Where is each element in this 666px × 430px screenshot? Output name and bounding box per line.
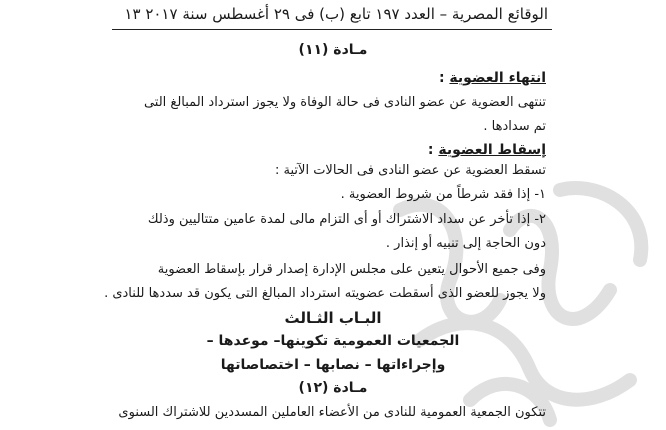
revocation-intro: تسقط العضوية عن عضو النادى فى الحالات الآتية : (275, 163, 546, 178)
termination-heading-text: انتهاء العضوية (449, 70, 546, 86)
header-divider (112, 29, 552, 30)
page-header: الوقائع المصرية – العدد ١٩٧ تابع (ب) فى ٢٩ أغسطس سنة ٢٠١٧ ١٣ (124, 5, 548, 23)
chapter-3-subtitle-line-1: الجمعيات العمومية تكوينها– موعدها – (206, 333, 460, 349)
revocation-item-2-line-1: ٢- إذا تأخر عن سداد الاشتراك أو أى التزام مالى لمدة عامين متتاليين وذلك (147, 212, 546, 227)
termination-line-1: تنتهى العضوية عن عضو النادى فى حالة الوفاة ولا يجوز استرداد المبالغ التى (143, 95, 546, 110)
article-12-title: مـادة (١٢) (298, 380, 368, 396)
termination-heading-colon: : (438, 70, 445, 86)
termination-heading (439, 70, 546, 86)
revocation-item-1: ١- إذا فقد شرطاً من شروط العضوية . (340, 187, 546, 202)
chapter-3-subtitle-line-2: وإجراءاتها – نصابها – اختصاصاتها (220, 357, 446, 373)
revocation-para-line-1: وفى جميع الأحوال يتعين على مجلس الإدارة إصدار قرار بإسقاط العضوية (157, 262, 546, 277)
article-11-title: مـادة (١١) (298, 42, 368, 58)
article-12-line-1: تتكون الجمعية العمومية للنادى من الأعضاء العاملين المسددين للاشتراك السنوى (118, 405, 546, 420)
revocation-heading (428, 142, 546, 158)
revocation-item-2-line-2: دون الحاجة إلى تنبيه أو إنذار . (385, 236, 546, 251)
chapter-3-title: البـاب الثـالث (284, 309, 382, 327)
termination-line-2: تم سدادها . (483, 119, 546, 134)
revocation-heading-text: إسقاط العضوية (438, 142, 546, 158)
revocation-heading-colon: : (427, 142, 434, 158)
revocation-para-line-2: ولا يجوز للعضو الذى أسقطت عضويته استرداد المبالغ التى يكون قد سددها للنادى . (104, 286, 546, 301)
